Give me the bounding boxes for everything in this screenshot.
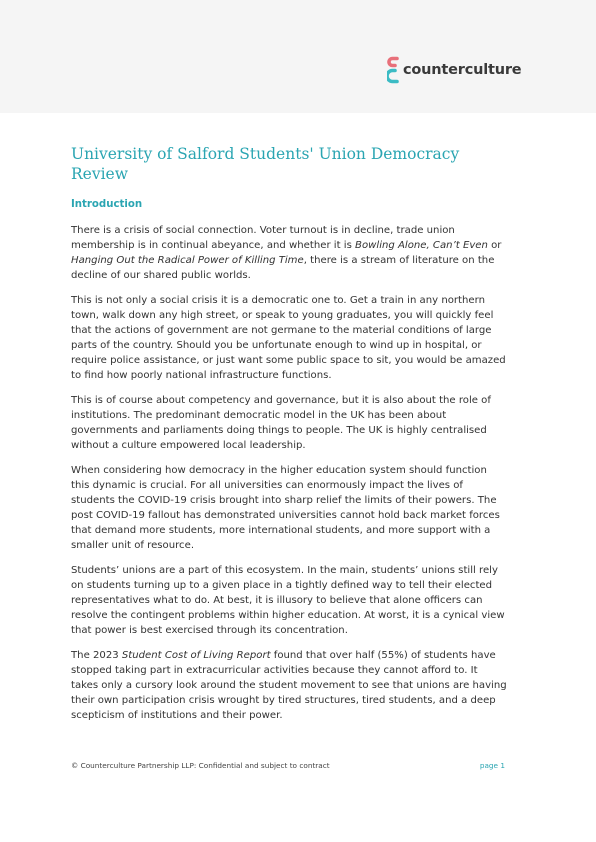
body-paragraph <box>71 648 507 723</box>
document-title: University of Salford Students' Union Democracy Review <box>71 145 460 183</box>
body-paragraph <box>71 463 507 553</box>
text-run: When considering how democracy in the higher education system should function this dynamic is crucial. For all universities can enormously impact the lives of students the COVID-19 crisis brought into sharp relief the limits of their powers. The post COVID-19 fallout has demonstrated universities cannot hold back market forces that demand more students, more international students, and more support with a smaller unit of resource. <box>71 465 500 551</box>
counterculture-logo-mark-icon <box>387 56 399 84</box>
text-run: or <box>487 240 502 251</box>
body-paragraph <box>71 393 507 453</box>
italic-title: Bowling Alone, Can’t Even <box>355 240 488 251</box>
text-run: This is of course about competency and governance, but it is also about the role of institutions. The predominant democratic model in the UK has been about governments and parliaments doing things to people. The UK is highly centralised without a culture empowered local leadership. <box>71 395 491 451</box>
footer-copyright: © Counterculture Partnership LLP: Confidential and subject to contract <box>71 761 330 770</box>
italic-title: Hanging Out the Radical Power of Killing Time <box>71 255 304 266</box>
logo-text: counterculture <box>403 62 522 78</box>
paragraphs <box>71 223 507 723</box>
document-body <box>71 144 507 733</box>
text-run: , there is a stream of literature on the decline of our shared public worlds. <box>71 255 495 281</box>
logo <box>387 55 521 85</box>
text-run: Students’ unions are a part of this ecosystem. In the main, students’ unions still rely on students turning up to a given place in a tightly defined way to tell their elected representatives what to do. At best, it is illusory to believe that alone officers can resolve the contingent problems within higher education. At worst, it is a cynical view that power is best exercised through its concentration. <box>71 565 505 636</box>
italic-title: Student Cost of Living Report <box>121 650 271 661</box>
body-paragraph <box>71 223 507 283</box>
text-run: found that over half (55%) of students have stopped taking part in extracurricular activities because they cannot afford to. It takes only a cursory look around the student movement to see that unions are having their own participation crisis wrought by tired structures, tired students, and a deep scepticism of institutions and their power. <box>71 650 507 721</box>
body-paragraph <box>71 563 507 638</box>
text-run: There is a crisis of social connection. Voter turnout is in decline, trade union membership is in continual abeyance, and whether it is <box>71 225 455 251</box>
text-run: This is not only a social crisis it is a democratic one to. Get a train in any northern town, walk down any high street, or speak to young graduates, you will quickly feel that the actions of government are not germane to the material conditions of large parts of the country. Should you be unfortunate enough to wind up in hospital, or require police assistance, or just want some public space to sit, you would be amazed to find how poorly national infrastructure functions. <box>71 295 506 381</box>
body-paragraph <box>71 293 507 383</box>
section-heading: Introduction <box>71 199 143 210</box>
text-run: The 2023 <box>71 650 122 661</box>
footer-page-number: page 1 <box>479 761 505 770</box>
